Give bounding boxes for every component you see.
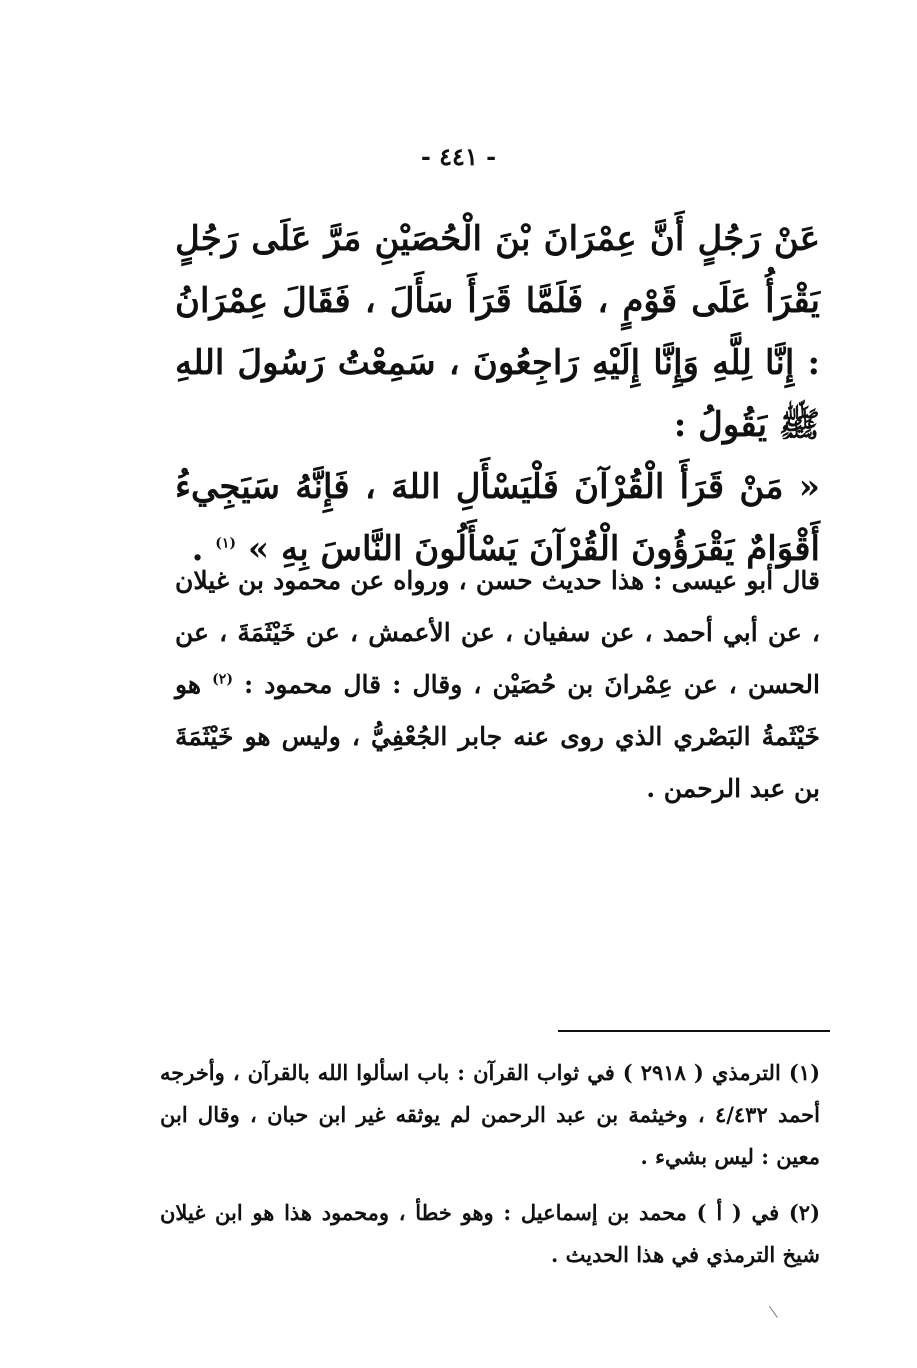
footnote-1-text: الترمذي ( ٢٩١٨ ) في ثواب القرآن : باب اسألوا الله بالقرآن ، وأخرجه أحمد ٤/٤٣٢ ، وخيثمة بن عبد الرحمن لم يوثقه غير ابن حبان ، وقال ابن معين : ليس بشيء . <box>160 1060 821 1169</box>
hadith-paragraph-1: عَنْ رَجُلٍ أَنَّ عِمْرَانَ بْنَ الْحُصَيْنِ مَرَّ عَلَى رَجُلٍ يَقْرَأُ عَلَى قَوْمٍ ، فَلَمَّا قَرَأَ سَأَلَ ، فَقَالَ عِمْرَانُ : إِنَّا لِلَّهِ وَإِنَّا إِلَيْهِ رَاجِعُونَ ، سَمِعْتُ رَسُولَ اللهِ ﷺ يَقُولُ : <box>175 219 820 445</box>
footnote-separator <box>558 1030 830 1032</box>
prophetic-quote: « مَنْ قَرَأَ الْقُرْآنَ فَلْيَسْأَلِ اللهَ ، فَإِنَّهُ سَيَجِيءُ أَقْوَامٌ يَقْرَؤُونَ الْقُرْآنَ يَسْأَلُونَ النَّاسَ بِهِ » <box>175 467 820 569</box>
commentary-text-after-ref: هو خَيْثَمةُ البَصْري الذي روى عنه جابر الجُعْفِيُّ ، وليس هو خَيْثَمَةَ بن عبد الرحمن . <box>175 670 820 803</box>
hadith-text <box>175 208 820 580</box>
page-number: - ٤٤١ - <box>420 142 497 171</box>
scan-mark <box>769 1300 786 1318</box>
footnote-2 <box>160 1192 820 1276</box>
footnote-reference-2: (٢) <box>212 671 233 688</box>
footnote-1 <box>160 1052 820 1178</box>
footnote-2-text: في ( أ ) محمد بن إسماعيل : وهو خطأ ، ومحمود هذا هو ابن غيلان شيخ الترمذي في هذا الحديث . <box>160 1200 820 1267</box>
footnote-1-marker: (١) <box>788 1060 820 1085</box>
commentary-text-before-ref: قال أبو عيسى : هذا حديث حسن ، ورواه عن محمود بن غيلان ، عن أبي أحمد ، عن سفيان ، عن الأعمش ، عن خَيْثَمَةَ ، عن الحسن ، عن عِمْرانَ بن حُصَيْن ، وقال : قال محمود : <box>175 566 821 699</box>
footnotes <box>160 1052 820 1290</box>
hadith-end-mark: . <box>191 529 204 569</box>
footnote-reference-1: (١) <box>215 535 237 552</box>
footnote-2-marker: (٢) <box>788 1200 821 1225</box>
commentary-paragraph <box>175 555 820 815</box>
